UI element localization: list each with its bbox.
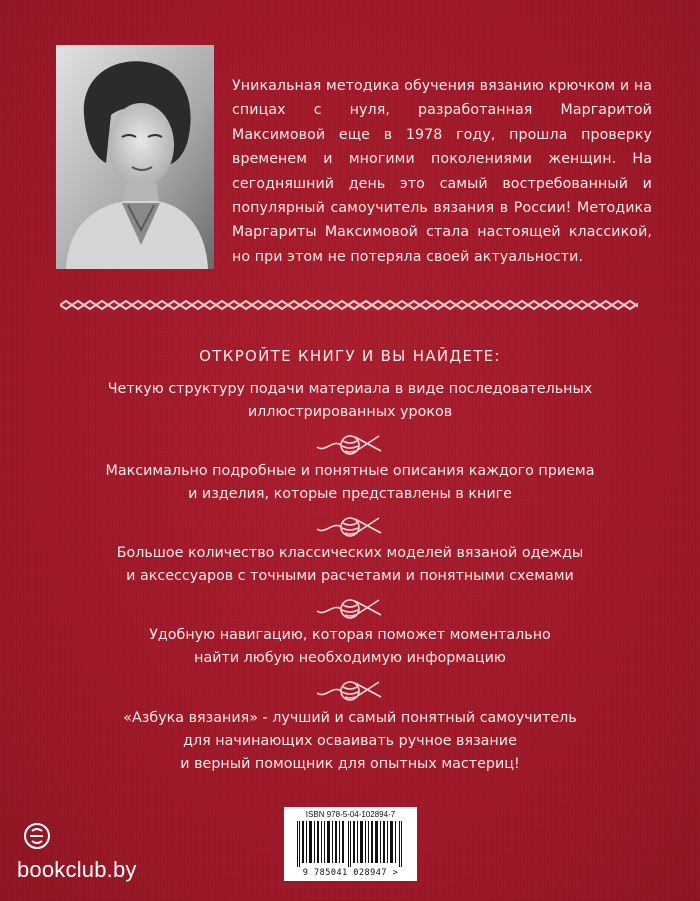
feature-item-line: и изделия, которые представлены в книге [188,486,512,502]
feature-item-structure [60,378,640,424]
closing-line: «Азбука вязания» - лучший и самый понятный самоучитель [123,710,577,726]
feature-item-models [60,542,640,588]
isbn-number: ISBN 978-5-04-102894-7 [305,810,396,819]
feature-item-line: Удобную навигацию, которая поможет моментально [149,627,551,643]
feature-item-line: Четкую структуру подачи материала в виде последовательных [107,381,593,397]
author-portrait-image [56,45,214,269]
publisher-logo-icon [24,823,50,849]
features-heading: ОТКРОЙТЕ КНИГУ И ВЫ НАЙДЕТЕ: [199,347,501,365]
feature-item-navigation [60,624,640,670]
decorative-knit-divider [60,299,638,311]
feature-item-line: найти любую необходимую информацию [194,650,506,666]
author-photo [56,45,214,269]
yarn-ball-icon [315,597,385,621]
closing-statement [60,707,640,776]
intro-paragraph: Уникальная методика обучения вязанию крючком и на спицах с нуля, разработанная Маргаритой Максимовой еще в 1978 году, прошла проверку временем и многими поколениями женщин. На сегодняшний день это самый востребованный и популярный самоучитель вязания в России! Методика Маргариты Максимовой стала настоящей классикой, но при этом не потеряла своей актуальности. [232,78,652,265]
feature-item-line: Большое количество классических моделей вязаной одежды [116,545,584,561]
barcode-digits: 9 785041 028947 > [302,868,399,878]
closing-line: для начинающих осваивать ручное вязание [183,733,517,749]
closing-line: и верный помощник для опытных мастериц! [180,756,520,772]
yarn-ball-icon [315,433,385,457]
barcode-bars [295,821,406,867]
website-watermark[interactable]: bookclub.by [17,857,137,882]
feature-item-line: иллюстрированных уроков [247,404,453,420]
feature-item-descriptions [60,460,640,506]
feature-item-line: Максимально подробные и понятные описания каждого приема [105,463,595,479]
yarn-ball-icon [315,515,385,539]
barcode [284,807,417,881]
feature-item-line: и аксессуаров с точными расчетами и понятными схемами [126,568,574,584]
yarn-ball-icon [315,679,385,703]
